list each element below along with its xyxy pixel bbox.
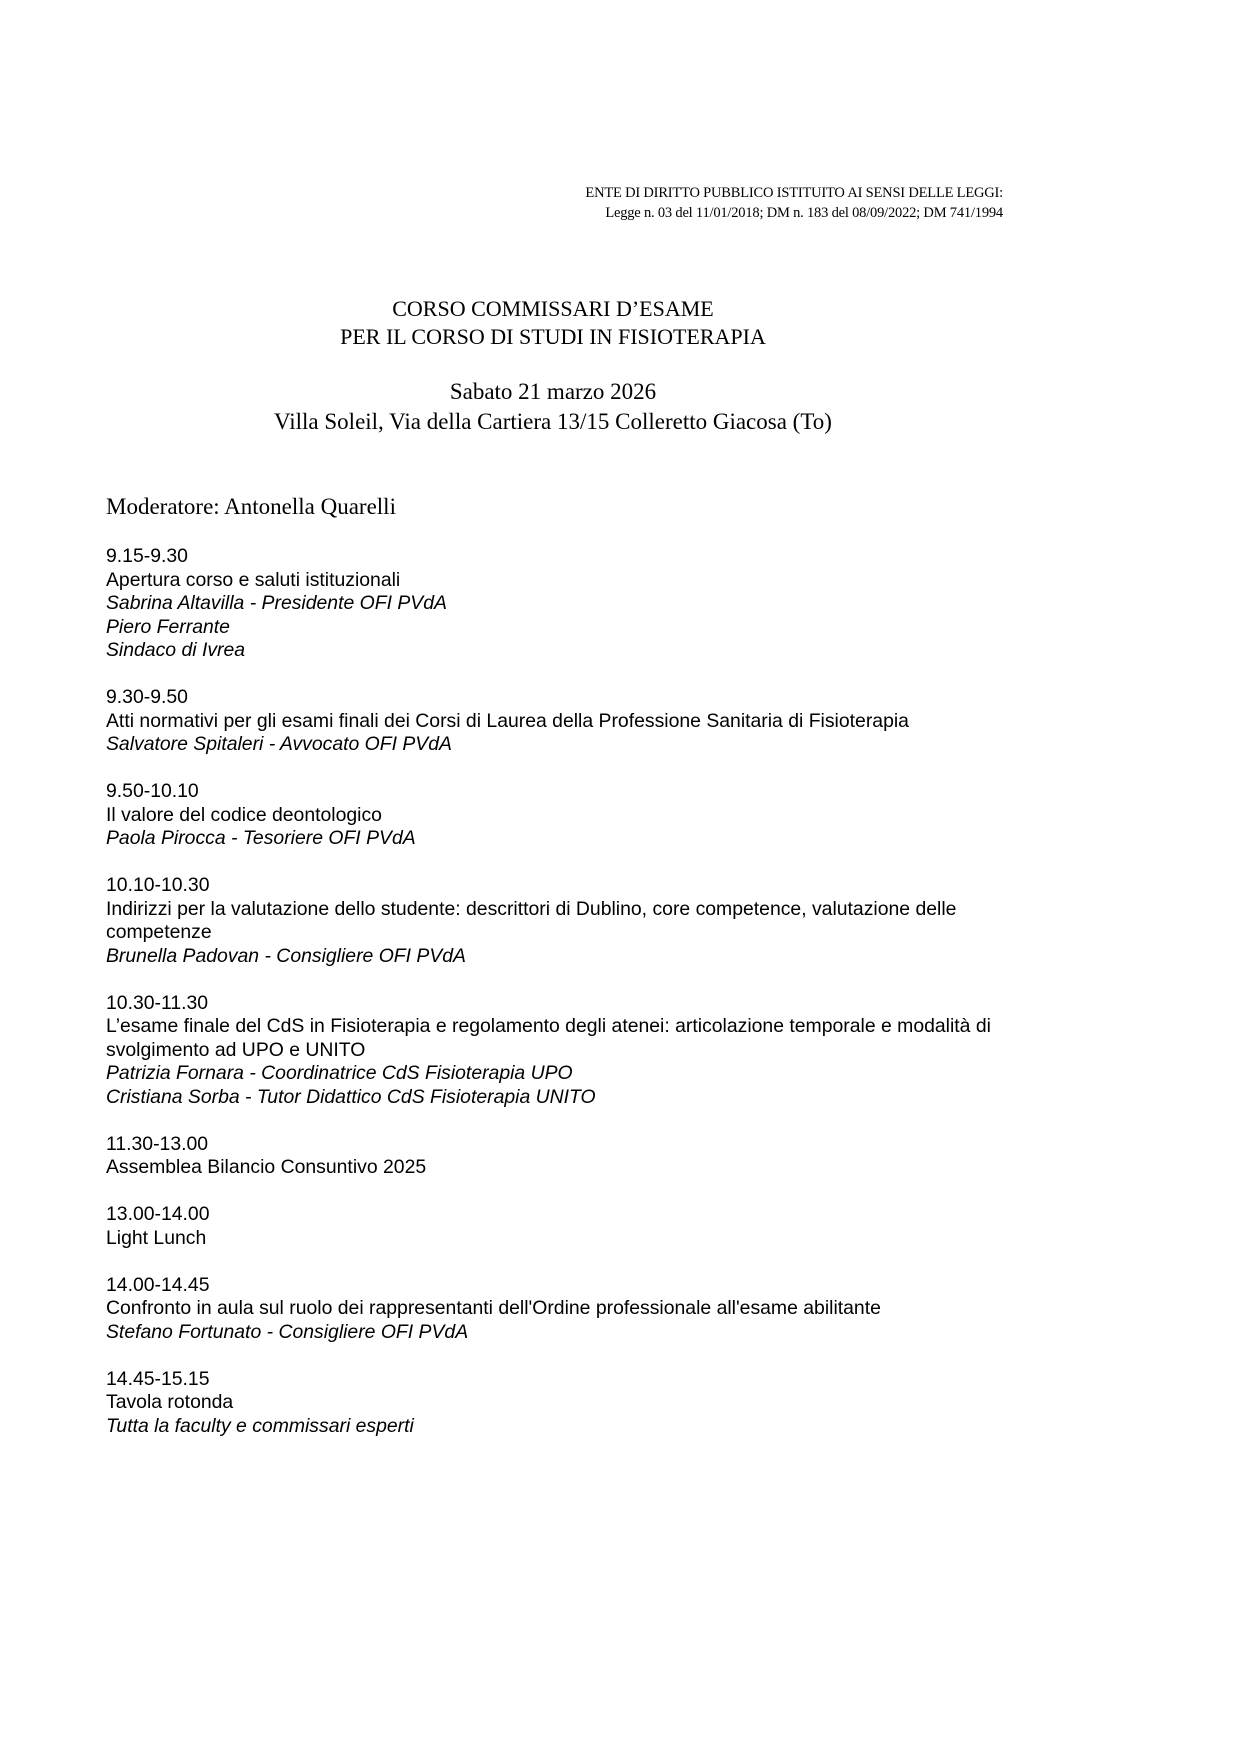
agenda-speaker: Tutta la faculty e commissari esperti [106, 1414, 414, 1437]
agenda-slot [106, 992, 1006, 1110]
agenda-speaker: Sabrina Altavilla - Presidente OFI PVdA [106, 592, 447, 614]
agenda-topic: Indirizzi per la valutazione dello studente: descrittori di Dublino, core competence, valutazione delle competenze [106, 897, 957, 943]
agenda-time: 13.00-14.00 [106, 1203, 210, 1225]
agenda-time: 9.15-9.30 [106, 545, 188, 567]
agenda-speaker: Cristiana Sorba - Tutor Didattico CdS Fisioterapia UNITO [106, 1085, 596, 1108]
agenda-topic: Il valore del codice deontologico [106, 803, 382, 826]
agenda-topic: Assemblea Bilancio Consuntivo 2025 [106, 1156, 427, 1178]
agenda-speaker: Stefano Fortunato - Consigliere OFI PVdA [106, 1320, 469, 1343]
event-venue: Villa Soleil, Via della Cartiera 13/15 Colleretto Giacosa (To) [274, 409, 832, 434]
agenda-topic: Apertura corso e saluti istituzionali [106, 568, 401, 591]
course-title-line-2: PER IL CORSO DI STUDI IN FISIOTERAPIA [340, 324, 766, 349]
agenda-speaker: Piero Ferrante [106, 615, 230, 638]
agenda-speaker: Patrizia Fornara - Coordinatrice CdS Fisioterapia UPO [106, 1062, 573, 1084]
agenda-topic: L’esame finale del CdS in Fisioterapia e regolamento degli atenei: articolazione temporale e modalità di svolgimento ad UPO e UNITO [106, 1015, 991, 1061]
agenda [106, 545, 1006, 1462]
agenda-time: 9.30-9.50 [106, 686, 188, 708]
agenda-slot [106, 686, 1006, 757]
agenda-time: 14.00-14.45 [106, 1273, 210, 1296]
agenda-slot [106, 1274, 1006, 1345]
agenda-topic: Light Lunch [106, 1226, 207, 1249]
agenda-slot [106, 1368, 1006, 1439]
agenda-speaker: Paola Pirocca - Tesoriere OFI PVdA [106, 827, 416, 849]
moderator: Moderatore: Antonella Quarelli [106, 494, 396, 519]
agenda-time: 11.30-13.00 [106, 1132, 209, 1155]
agenda-time: 10.30-11.30 [106, 991, 209, 1014]
agenda-slot [106, 780, 1006, 851]
agenda-time: 9.50-10.10 [106, 780, 199, 802]
course-title-line-1: CORSO COMMISSARI D’ESAME [392, 296, 714, 321]
legal-notice-line-2: Legge n. 03 del 11/01/2018; DM n. 183 del 08/09/2022; DM 741/1994 [605, 205, 1003, 221]
agenda-slot [106, 874, 1006, 968]
agenda-topic: Tavola rotonda [106, 1391, 234, 1413]
event-date: Sabato 21 marzo 2026 [449, 379, 657, 404]
agenda-speaker: Salvatore Spitaleri - Avvocato OFI PVdA [106, 733, 452, 755]
agenda-time: 10.10-10.30 [106, 874, 210, 896]
agenda-speaker: Brunella Padovan - Consigliere OFI PVdA [106, 944, 466, 967]
agenda-topic: Atti normativi per gli esami finali dei Corsi di Laurea della Professione Sanitaria di Fisioterapia [106, 709, 909, 732]
event-info [0, 377, 1106, 437]
agenda-slot [106, 545, 1006, 663]
legal-notice [585, 183, 1003, 223]
agenda-speaker: Sindaco di Ivrea [106, 639, 246, 661]
course-title [0, 295, 1106, 351]
agenda-slot [106, 1203, 1006, 1250]
legal-notice-line-1: ENTE DI DIRITTO PUBBLICO ISTITUITO AI SENSI DELLE LEGGI: [585, 185, 1003, 201]
agenda-slot [106, 1133, 1006, 1180]
agenda-time: 14.45-15.15 [106, 1367, 210, 1390]
agenda-topic: Confronto in aula sul ruolo dei rappresentanti dell'Ordine professionale all'esame abilitante [106, 1297, 881, 1319]
